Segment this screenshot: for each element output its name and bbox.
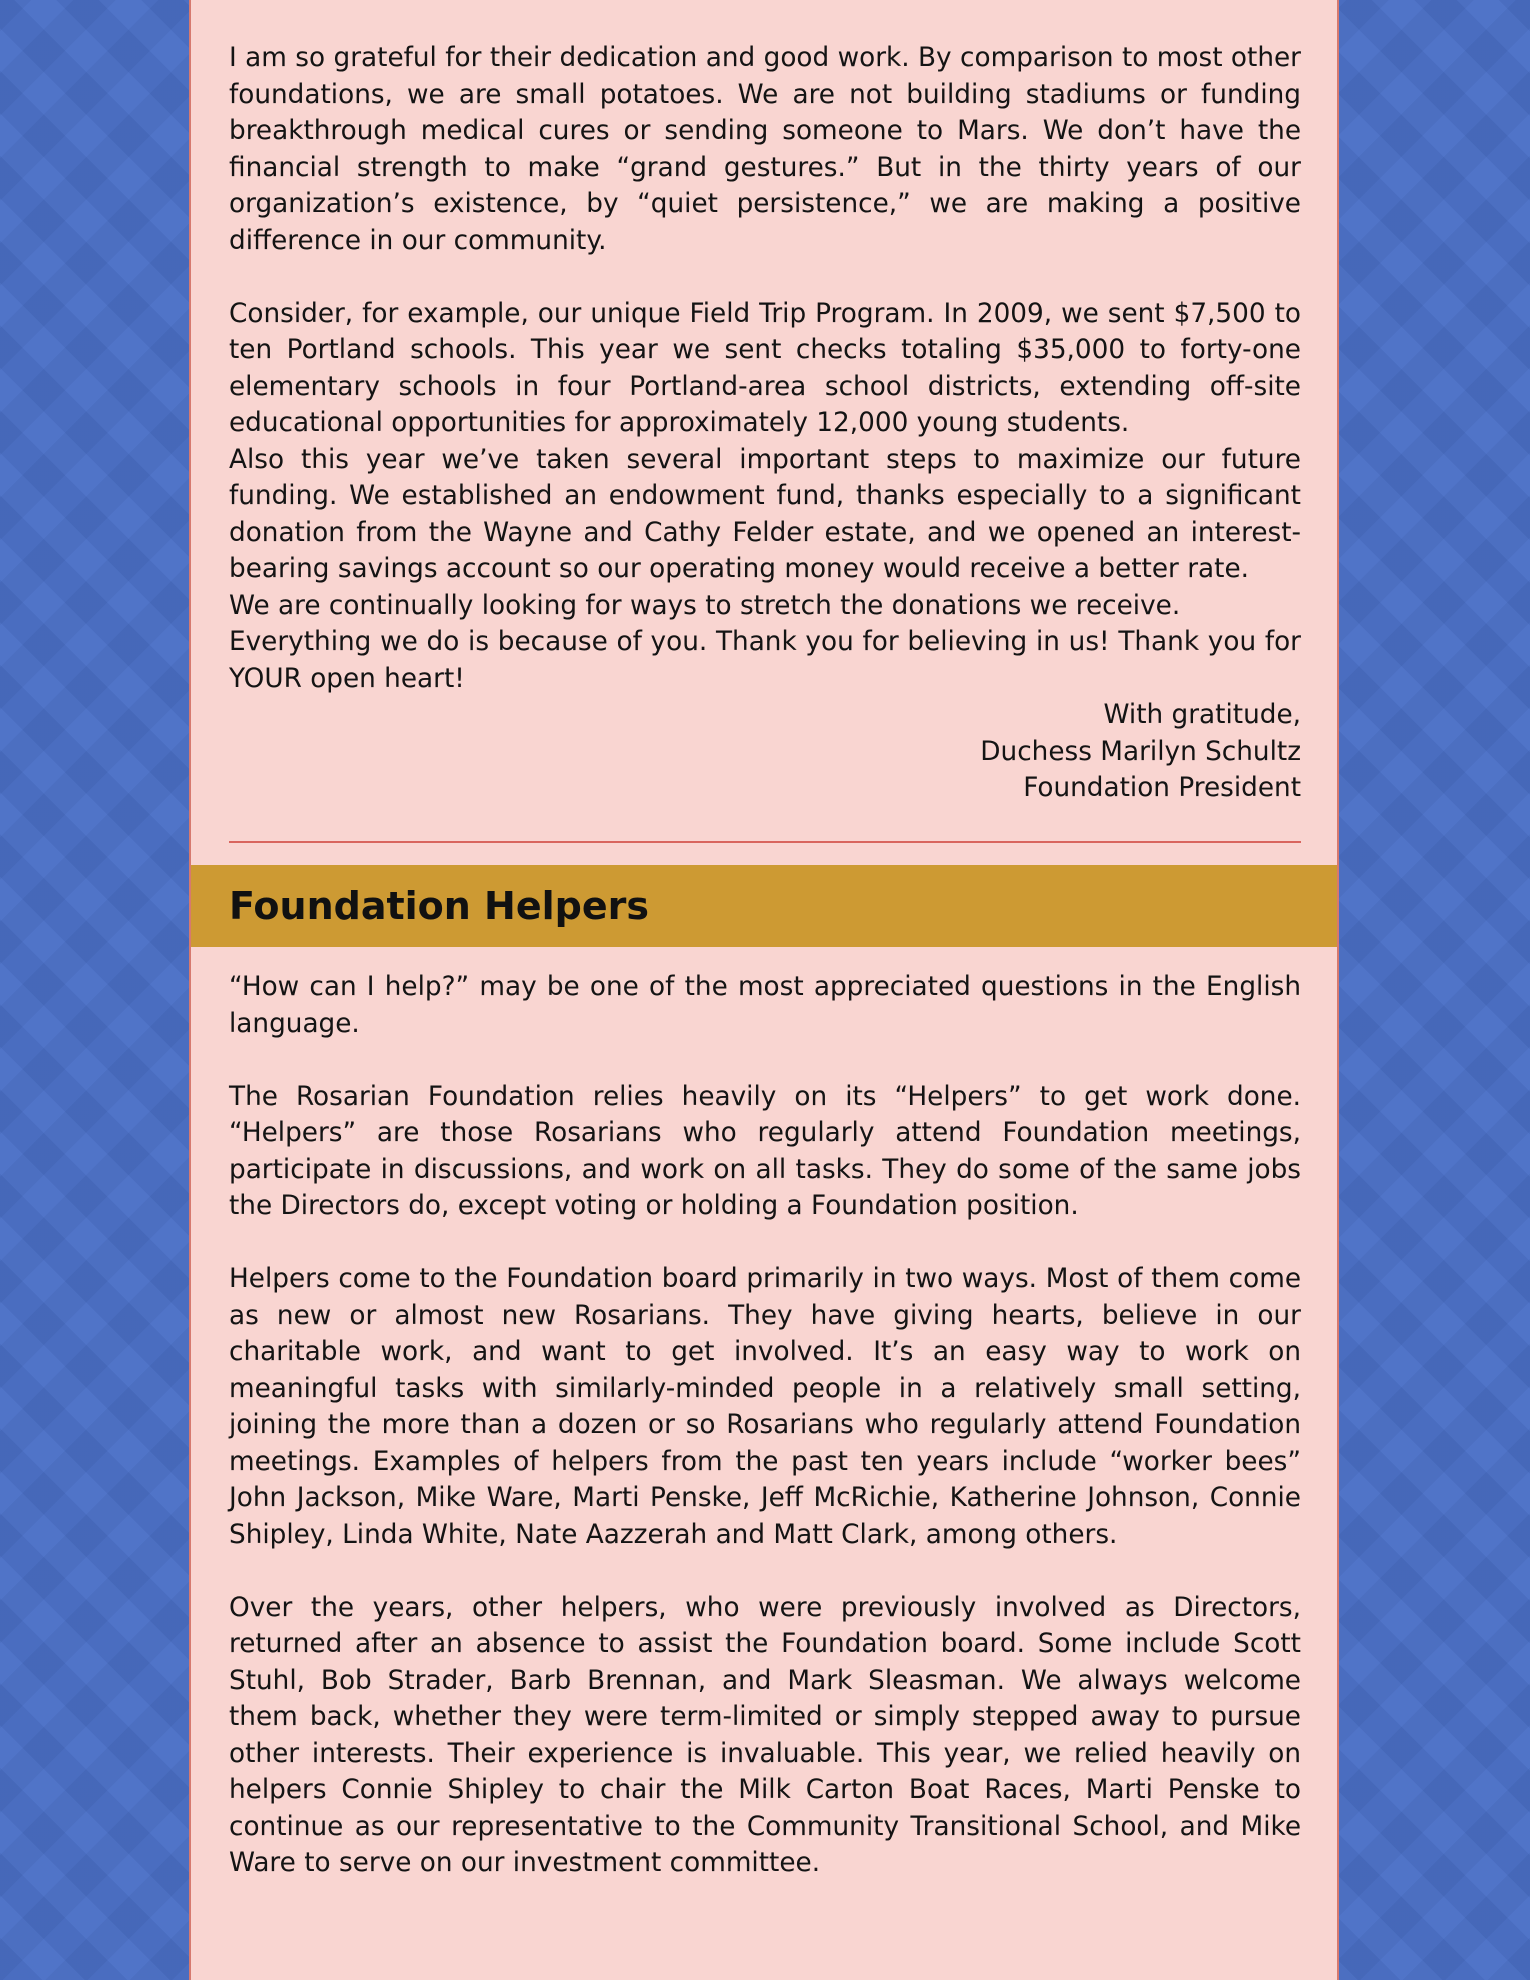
helpers-section-body — [229, 969, 1301, 1882]
signer-name: Duchess Marilyn Schultz — [980, 736, 1301, 767]
helpers-paragraph: The Rosarian Foundation relies heavily on its “Helpers” to get work done. “Helpers” are those Rosarians who regularly attend Foundation meetings, participate in discussions, and work on all tasks. They do some of the same jobs the Directors do, except voting or holding a Foundation position. — [229, 1081, 1301, 1221]
letter-paragraph: Consider, for example, our unique Field Trip Program. In 2009, we sent $7,500 to ten Portland schools. This year we sent checks totaling $35,000 to forty-one elementary schools in four Portland-area school districts, extending off-site educational opportunities for approximately 12,000 young students. — [229, 298, 1301, 438]
paragraph-spacer — [229, 1042, 1301, 1079]
section-title: Foundation Helpers — [229, 884, 649, 928]
paragraph-spacer — [229, 259, 1301, 296]
helpers-paragraph: “How can I help?” may be one of the most appreciated questions in the English language. — [229, 972, 1301, 1039]
letter-paragraph: Everything we do is because of you. Thank you for believing in us! Thank you for YOUR open heart! — [229, 627, 1301, 694]
president-letter — [229, 40, 1301, 807]
letter-paragraph: Also this year we’ve taken several important steps to maximize our future funding. We established an endowment fund, thanks especially to a significant donation from the Wayne and Cathy Felder estate, and we opened an interest-bearing savings account so our operating money would receive a better rate. — [229, 444, 1301, 584]
paragraph-spacer — [229, 1225, 1301, 1262]
letter-closing: With gratitude, — [1103, 700, 1301, 730]
paragraph-spacer — [229, 1553, 1301, 1590]
section-divider — [229, 841, 1301, 843]
signer-title: Foundation President — [1023, 773, 1301, 803]
helpers-paragraph: Helpers come to the Foundation board primarily in two ways. Most of them come as new or almost new Rosarians. They have giving hearts, believe in our charitable work, and want to get involved. It’s an easy way to work on meaningful tasks with similarly-minded people in a relatively small setting, joining the more than a dozen or so Rosarians who regularly attend Foundation meetings. Examples of helpers from the past ten years include “worker bees” John Jackson, Mike Ware, Marti Penske, Jeff McRichie, Katherine Johnson, Connie Shipley, Linda White, Nate Aazzerah and Matt Clark, among others. — [229, 1264, 1301, 1550]
letter-paragraph: I am so grateful for their dedication and good work. By comparison to most other foundations, we are small potatoes. We are not building stadiums or funding breakthrough medical cures or sending someone to Mars. We don’t have the financial strength to make “grand gestures.” But in the thirty years of our organization’s existence, by “quiet persistence,” we are making a positive difference in our community. — [229, 43, 1301, 256]
letter-paragraph: We are continually looking for ways to stretch the donations we receive. — [229, 590, 1181, 621]
newsletter-page — [189, 0, 1339, 1980]
section-header-band — [191, 865, 1337, 947]
helpers-paragraph: Over the years, other helpers, who were previously involved as Directors, returned after an absence to assist the Foundation board. Some include Scott Stuhl, Bob Strader, Barb Brennan, and Mark Sleasman. We always welcome them back, whether they were term-limited or simply stepped away to pursue other interests. Their experience is invaluable. This year, we relied heavily on helpers Connie Shipley to chair the Milk Carton Boat Races, Marti Penske to continue as our representative to the Community Transitional School, and Mike Ware to serve on our investment committee. — [229, 1592, 1301, 1878]
